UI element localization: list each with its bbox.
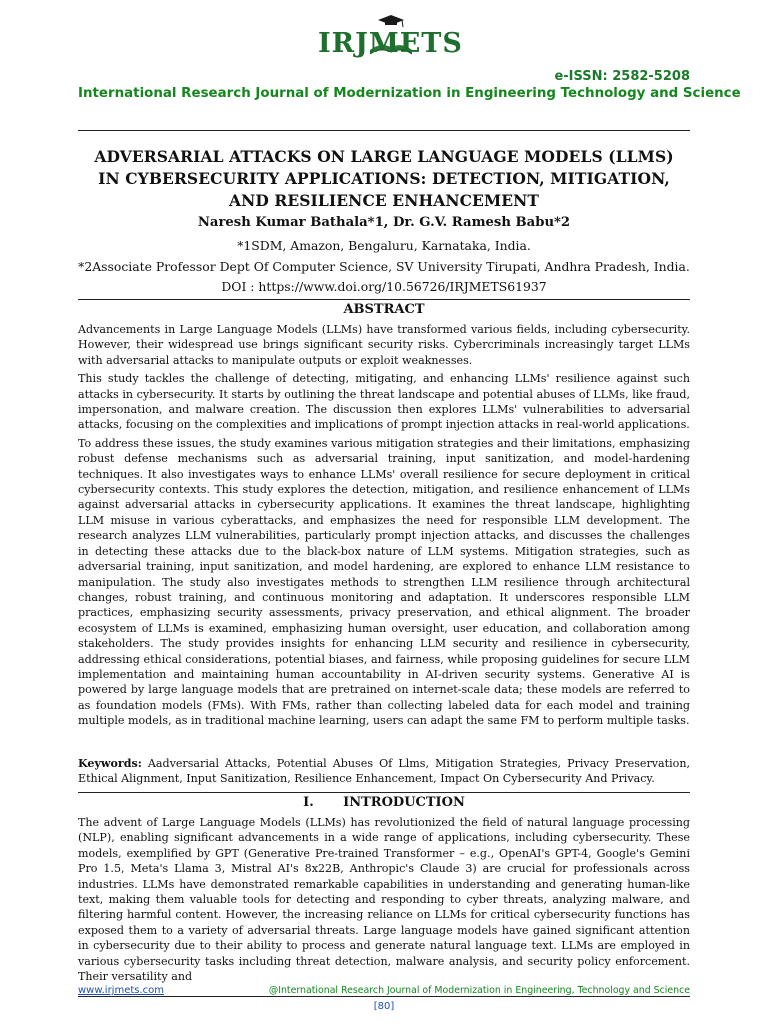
abstract-paragraph: To address these issues, the study examines various mitigation strategies and their limitations, emphasizing robust defense mechanisms such as adversarial training, input sanitization, and model-hardening techniques. It also investigates ways to enhance LLMs' overall resilience for secure deployment in critical cybersecurity contexts. This study explores the detection, mitigation, and resilience enhancement of LLMs against adversarial attacks in cybersecurity applications. It examines the threat landscape, highlighting LLM misuse in various cyberattacks, and emphasizes the need for responsible LLM development. The research analyzes LLM vulnerabilities, particularly prompt injection attacks, and discusses the challenges in detecting these attacks due to the black-box nature of LLM systems. Mitigation strategies, such as adversarial training, input sanitization, and model hardening, are explored to enhance LLM resistance to manipulation. The study also investigates methods to strengthen LLM resilience through architectural changes, robust training, and continuous monitoring and adaptation. It underscores responsible LLM practices, emphasizing security assessments, privacy preservation, and ethical alignment. The broader ecosystem of LLMs is examined, emphasizing human oversight, user education, and collaboration among stakeholders. The study provides insights for enhancing LLM security and resilience in cybersecurity, addressing ethical considerations, potential biases, and fairness, while proposing guidelines for secure LLM implementation and maintaining human accountability in AI-driven security systems. Generative AI is powered by large language models that are pretrained on internet-scale data; these models are referred to as foundation models (FMs). With FMs, rather than collecting labeled data for each model and training multiple models, as in traditional machine learning, users can adapt the same FM to perform multiple tasks.	[78, 436, 690, 728]
footer-copyright: @International Research Journal of Modernization in Engineering, Technology and Science	[268, 985, 690, 996]
keywords	[78, 756, 690, 787]
page-number: [80]	[373, 1001, 395, 1012]
abstract-divider	[78, 299, 690, 300]
footer-divider	[78, 996, 690, 997]
affiliation-1: *1SDM, Amazon, Bengaluru, Karnataka, India.	[237, 238, 531, 253]
paper-title: ADVERSARIAL ATTACKS ON LARGE LANGUAGE MODELS (LLMS) IN CYBERSECURITY APPLICATIONS: DETECTION, MITIGATION, AND RESILIENCE ENHANCEMENT	[94, 147, 674, 210]
intro-paragraph: The advent of Large Language Models (LLMs) has revolutionized the field of natural language processing (NLP), enabling significant advancements in a wide range of applications, including cybersecurity. These models, exemplified by GPT (Generative Pre-trained Transformer – e.g., OpenAI's GPT-4, Google's Gemini Pro 1.5, Meta's Llama 3, Mistral AI's 8x22B, Anthropic's Claude 3) are crucial for professionals across industries. LLMs have demonstrated remarkable capabilities in understanding and generating human-like text, making them valuable tools for detecting and responding to cyber threats, analyzing malware, and filtering harmful content. However, the increasing reliance on LLMs for critical cybersecurity functions has exposed them to a variety of adversarial threats. Large language models have gained significant attention in cybersecurity due to their ability to process and generate natural language text. LLMs are employed in various cybersecurity tasks including threat detection, malware analysis, and security policy enforcement. Their versatility and	[78, 816, 690, 984]
section-number: I.	[303, 795, 314, 810]
header-divider	[78, 130, 690, 131]
issn: e-ISSN: 2582-5208	[554, 69, 690, 84]
logo-text: IRJMETS	[318, 28, 463, 59]
abstract-paragraph: This study tackles the challenge of detecting, mitigating, and enhancing LLMs' resilience against such attacks in cybersecurity. It starts by outlining the threat landscape and potential abuses of LLMs, like fraud, impersonation, and malware creation. The discussion then explores LLMs' vulnerabilities to adversarial attacks, focusing on the complexities and implications of prompt injection attacks in real-world applications.	[78, 372, 690, 432]
section-title: INTRODUCTION	[343, 795, 465, 810]
affiliation-2: *2Associate Professor Dept Of Computer Science, SV University Tirupati, Andhra Pradesh, India.	[78, 259, 690, 274]
abstract-body	[78, 322, 690, 732]
paper-authors: Naresh Kumar Bathala*1, Dr. G.V. Ramesh Babu*2	[197, 215, 571, 230]
keywords-label: Keywords:	[78, 757, 142, 770]
section-heading	[78, 795, 690, 810]
keywords-text: Aadversarial Attacks, Potential Abuses Of Llms, Mitigation Strategies, Privacy Preservation, Ethical Alignment, Input Sanitization, Resilience Enhancement, Impact On Cybersecurity And Privacy.	[78, 757, 690, 786]
journal-name: International Research Journal of Modernization in Engineering Technology and Science	[78, 86, 741, 101]
abstract-heading: ABSTRACT	[343, 302, 425, 317]
doi: DOI : https://www.doi.org/10.56726/IRJMETS61937	[221, 279, 547, 294]
section-divider	[78, 792, 690, 793]
website-link[interactable]: www.irjmets.com	[78, 985, 165, 996]
journal-header	[0, 0, 768, 110]
abstract-paragraph: Advancements in Large Language Models (LLMs) have transformed various fields, including cybersecurity. However, their widespread use brings significant security risks. Cybercriminals increasingly target LLMs with adversarial attacks to manipulate outputs or exploit weaknesses.	[78, 323, 690, 367]
journal-logo	[318, 14, 463, 64]
